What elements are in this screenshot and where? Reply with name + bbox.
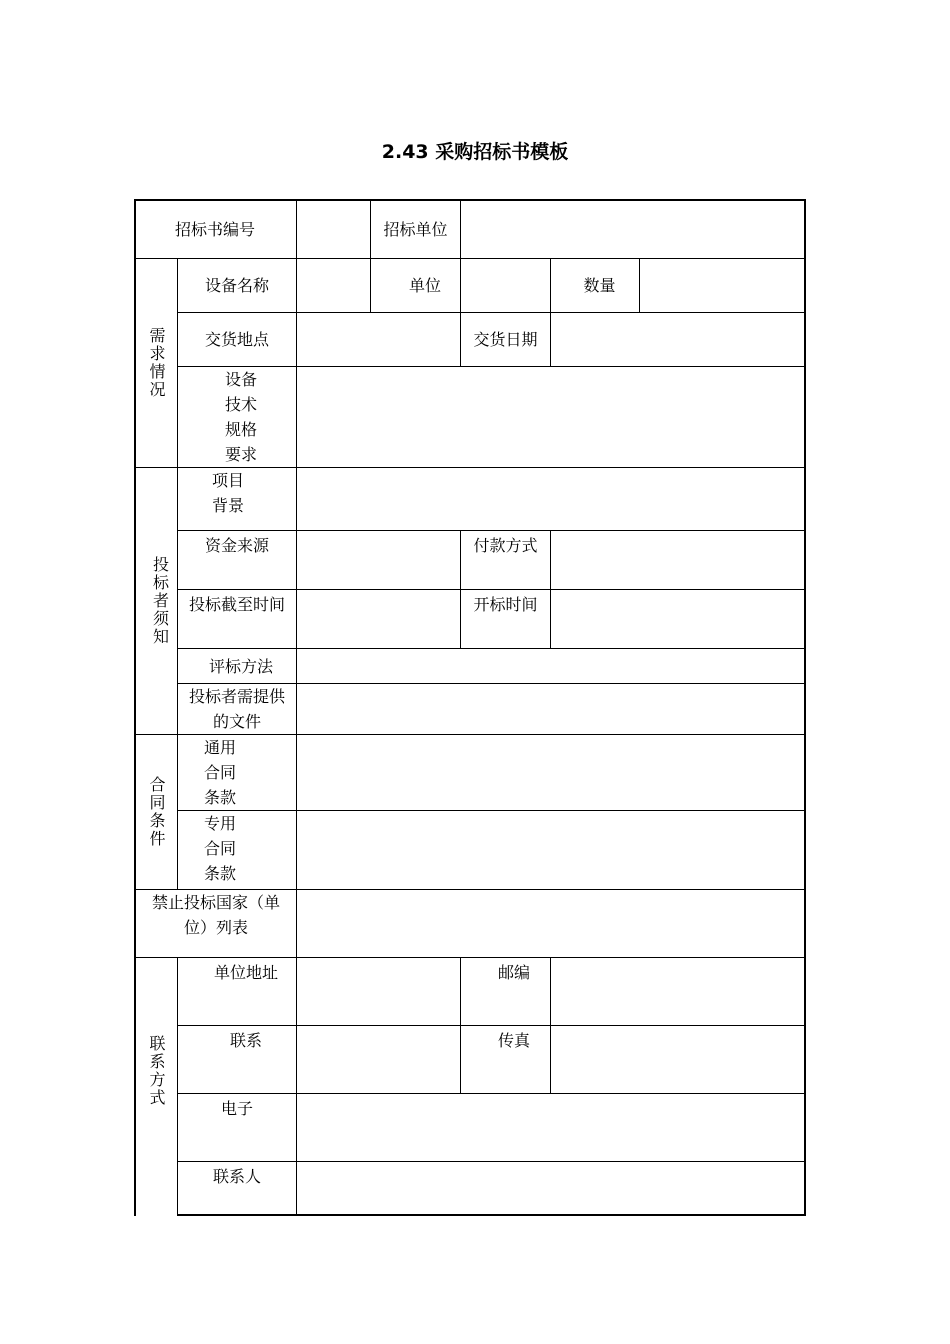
equipment-spec-label: 设备 技术 规格 要求	[224, 370, 257, 464]
bid-number-label: 招标书编号	[174, 220, 255, 239]
unit-field[interactable]	[461, 259, 550, 312]
quantity-label: 数量	[583, 276, 616, 295]
delivery-place-field[interactable]	[297, 313, 460, 366]
bid-open-time-label: 开标时间	[473, 595, 538, 614]
fax-label: 传真	[497, 1031, 530, 1050]
unit-address-field[interactable]	[297, 958, 460, 1025]
unit-label: 单位	[408, 276, 441, 295]
bid-unit-field[interactable]	[461, 201, 804, 258]
project-background-label: 项目 背景	[211, 471, 244, 515]
postcode-field[interactable]	[551, 958, 804, 1025]
email-label: 电子	[220, 1099, 253, 1118]
required-docs-field[interactable]	[297, 684, 804, 734]
delivery-date-field[interactable]	[551, 313, 804, 366]
general-terms-field[interactable]	[297, 735, 804, 810]
delivery-date-label: 交货日期	[473, 330, 538, 349]
contact-field[interactable]	[297, 1026, 460, 1093]
contact-person-field[interactable]	[297, 1162, 804, 1214]
section-contact-label: 联系方式	[147, 1034, 166, 1107]
frame-gap	[136, 1214, 177, 1216]
payment-method-field[interactable]	[551, 531, 804, 589]
contact-label: 联系	[229, 1031, 262, 1050]
bid-unit-label: 招标单位	[383, 220, 448, 239]
unit-address-label: 单位地址	[213, 963, 278, 982]
project-background-field[interactable]	[297, 468, 804, 530]
section-contract-label: 合同条件	[147, 776, 166, 848]
fax-field[interactable]	[551, 1026, 804, 1093]
payment-method-label: 付款方式	[473, 536, 538, 555]
prohibited-list-label: 禁止投标国家（单 位）列表	[151, 893, 280, 937]
section-demand-label: 需求情况	[147, 327, 166, 399]
fund-source-field[interactable]	[297, 531, 460, 589]
delivery-place-label: 交货地点	[204, 330, 269, 349]
postcode-label: 邮编	[497, 963, 530, 982]
evaluation-method-label: 评标方法	[208, 656, 273, 676]
evaluation-method-field[interactable]	[297, 649, 804, 683]
bid-deadline-field[interactable]	[297, 590, 460, 648]
email-field[interactable]	[297, 1094, 804, 1161]
prohibited-list-field[interactable]	[297, 890, 804, 957]
equipment-name-label: 设备名称	[204, 276, 269, 295]
general-terms-label: 通用 合同 条款	[203, 738, 236, 807]
section-bidder-label: 投标者须知	[150, 556, 170, 646]
special-terms-field[interactable]	[297, 811, 804, 889]
special-terms-label: 专用 合同 条款	[203, 814, 236, 883]
required-docs-label: 投标者需提供 的文件	[188, 687, 285, 731]
bid-number-field[interactable]	[297, 201, 370, 258]
quantity-field[interactable]	[640, 259, 804, 312]
contact-person-label: 联系人	[212, 1167, 261, 1186]
bid-open-time-field[interactable]	[551, 590, 804, 648]
page-title: 2.43 采购招标书模板	[381, 141, 569, 163]
bid-deadline-label: 投标截至时间	[188, 595, 285, 614]
fund-source-label: 资金来源	[204, 536, 269, 555]
equipment-name-field[interactable]	[297, 259, 370, 312]
equipment-spec-field[interactable]	[297, 367, 804, 467]
